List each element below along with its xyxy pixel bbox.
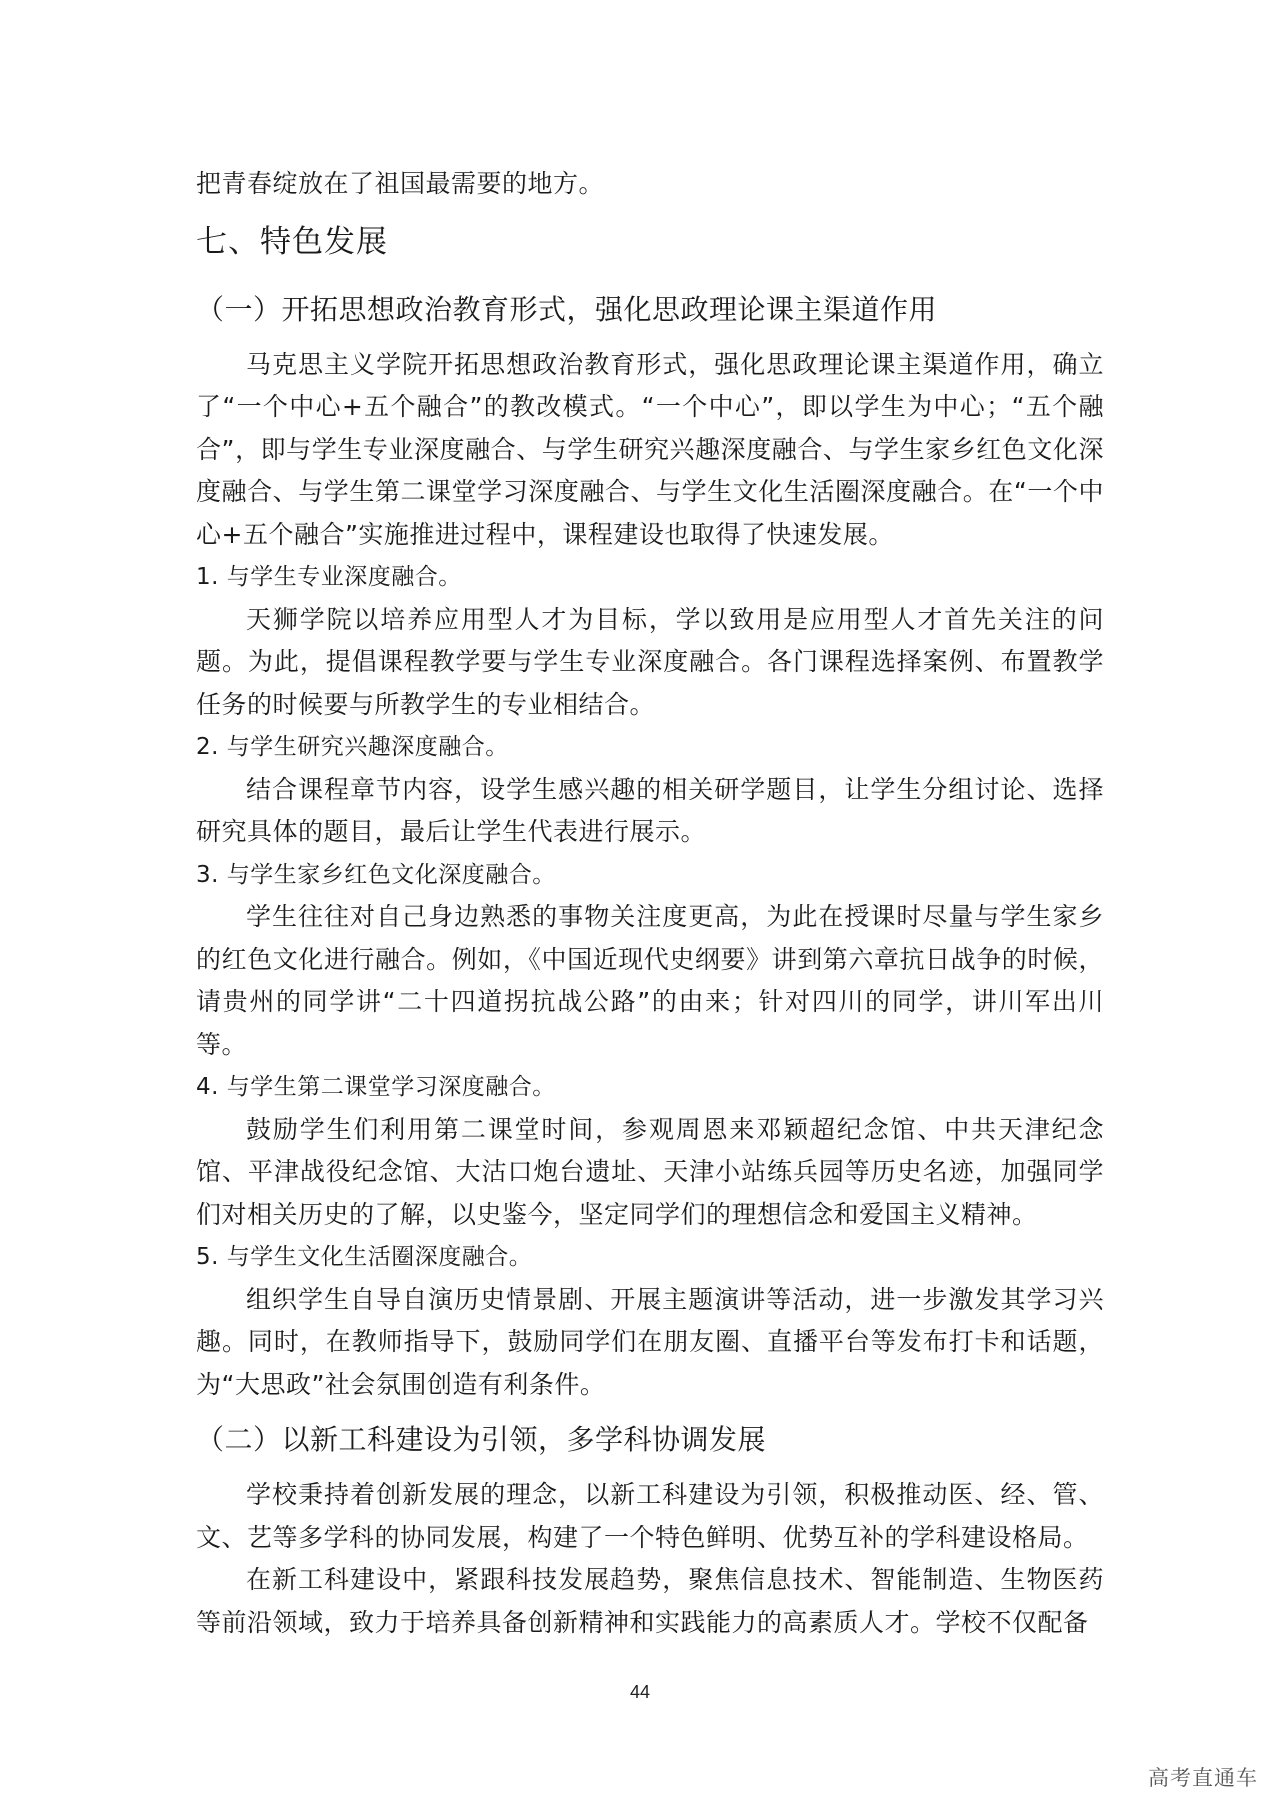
subsection-2-paragraph: 学校秉持着创新发展的理念，以新工科建设为引领，积极推动医、经、管、文、艺等多学科的协同发展，构建了一个特色鲜明、优势互补的学科建设格局。 (196, 1480, 1104, 1552)
list-item (196, 854, 1104, 1067)
list-item-title: 5. 与学生文化生活圈深度融合。 (196, 1244, 533, 1270)
subsection-heading-1: （一）开拓思想政治教育形式，强化思政理论课主渠道作用 (196, 292, 938, 326)
subsection-1-intro: 马克思主义学院开拓思想政治教育形式，强化思政理论课主渠道作用，确立了“一个中心+五个融合”的教改模式。“一个中心”，即以学生为中心；“五个融合”，即与学生专业深度融合、与学生研究兴趣深度融合、与学生家乡红色文化深度融合、与学生第二课堂学习深度融合、与学生文化生活圈深度融合。在“一个中心+五个融合”实施推进过程中，课程建设也取得了快速发展。 (196, 349, 1104, 549)
continued-paragraph: 把青春绽放在了祖国最需要的地方。 (196, 169, 605, 198)
integration-list (196, 556, 1104, 1406)
section-heading: 七、特色发展 (196, 223, 388, 260)
list-item (196, 556, 1104, 726)
list-item (196, 1236, 1104, 1406)
watermark: 高考直通车 (1148, 1766, 1258, 1790)
page-number: 44 (629, 1682, 651, 1702)
subsection-2-paragraph: 在新工科建设中，紧跟科技发展趋势，聚焦信息技术、智能制造、生物医药等前沿领域，致力于培养具备创新精神和实践能力的高素质人才。学校不仅配备 (196, 1565, 1104, 1637)
list-item-body: 鼓励学生们利用第二课堂时间，参观周恩来邓颖超纪念馆、中共天津纪念馆、平津战役纪念馆、大沽口炮台遗址、天津小站练兵园等历史名迹，加强同学们对相关历史的了解，以史鉴今，坚定同学们的理想信念和爱国主义精神。 (196, 1114, 1104, 1229)
list-item-body: 天狮学院以培养应用型人才为目标，学以致用是应用型人才首先关注的问题。为此，提倡课程教学要与学生专业深度融合。各门课程选择案例、布置教学任务的时候要与所教学生的专业相结合。 (196, 604, 1104, 719)
list-item-title: 4. 与学生第二课堂学习深度融合。 (196, 1074, 556, 1100)
list-item-body: 结合课程章节内容，设学生感兴趣的相关研学题目，让学生分组讨论、选择研究具体的题目，最后让学生代表进行展示。 (196, 774, 1104, 846)
subsection-heading-2: （二）以新工科建设为引领，多学科协调发展 (196, 1423, 767, 1456)
list-item (196, 726, 1104, 854)
list-item-title: 3. 与学生家乡红色文化深度融合。 (196, 861, 556, 888)
list-item (196, 1066, 1104, 1236)
list-item-body: 学生往往对自己身边熟悉的事物关注度更高，为此在授课时尽量与学生家乡的红色文化进行融合。例如，《中国近现代史纲要》讲到第六章抗日战争的时候，请贵州的同学讲“二十四道拐抗战公路”的由来；针对四川的同学，讲川军出川等。 (196, 902, 1104, 1059)
page-content (196, 163, 1104, 1644)
list-item-title: 2. 与学生研究兴趣深度融合。 (196, 734, 509, 760)
list-item-body: 组织学生自导自演历史情景剧、开展主题演讲等活动，进一步激发其学习兴趣。同时，在教师指导下，鼓励同学们在朋友圈、直播平台等发布打卡和话题，为“大思政”社会氛围创造有利条件。 (196, 1284, 1104, 1399)
list-item-title: 1. 与学生专业深度融合。 (196, 564, 462, 590)
